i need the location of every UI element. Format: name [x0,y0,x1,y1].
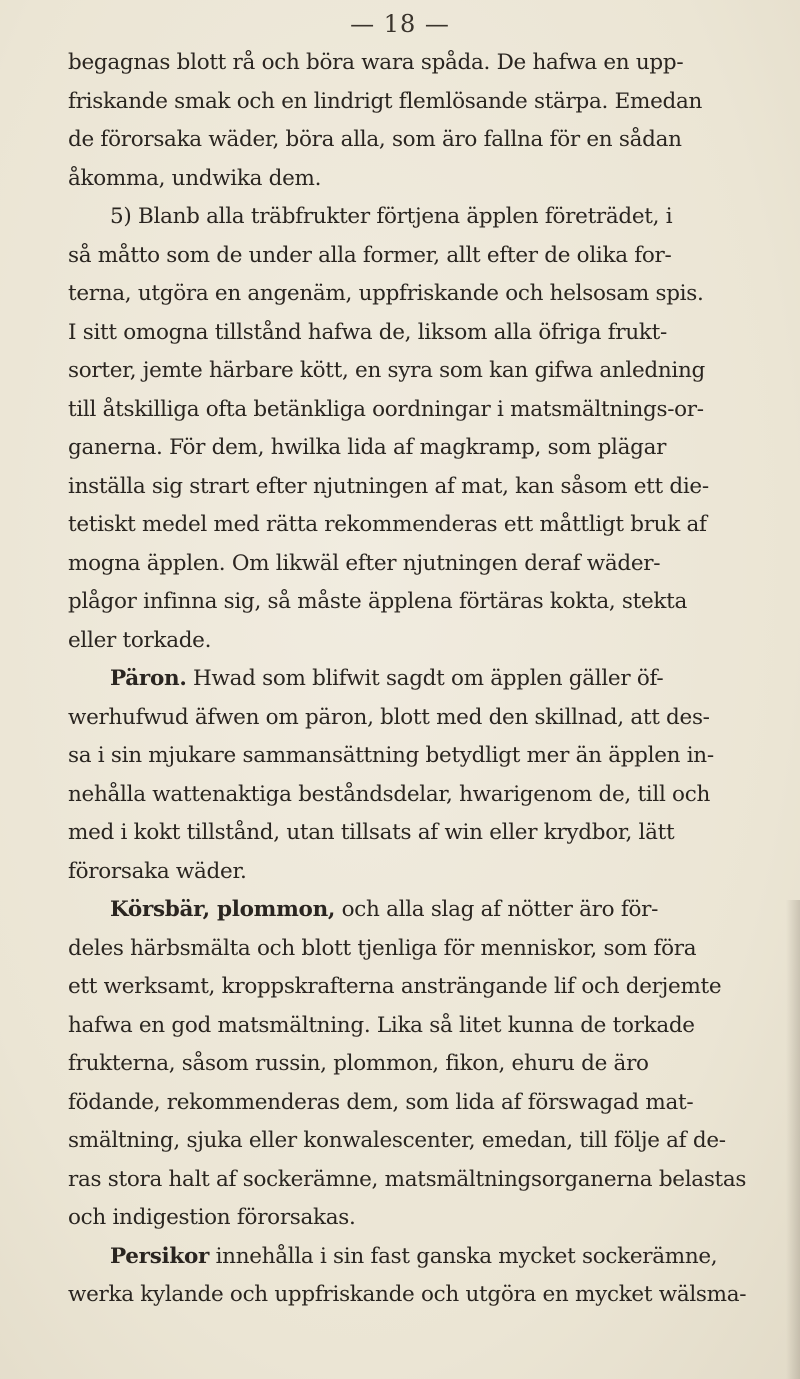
text-line: ras stora halt af sockerämne, matsmältningsorganerna belastas [68,1166,747,1192]
text-line: ett werksamt, kroppskrafterna ansträngande lif och derjemte [68,974,722,999]
text-line: Päron. Hwad som blifwit sagdt om äpplen gäller öf- [110,666,664,691]
section-heading: Körsbär, plommon, [110,897,336,922]
text-line: ganerna. För dem, hwilka lida af magkramp, som plägar [68,435,667,460]
text-line: deles härbsmälta och blott tjenliga för menniskor, som föra [68,935,697,961]
page-edge-shadow [786,900,800,1379]
text-line: hafwa en god matsmältning. Lika så litet kunna de torkade [68,1012,695,1038]
text-line: födande, rekommenderas dem, som lida af förswagad mat- [68,1089,694,1115]
text-line: med i kokt tillstånd, utan tillsats af win eller krydbor, lätt [68,820,675,845]
text-line: eller torkade. [68,627,212,653]
text-line: till åtskilliga ofta betänkliga oordningar i matsmältnings-or- [68,396,704,422]
text-line: begagnas blott rå och böra wara spåda. De hafwa en upp- [68,50,684,75]
text-line: frukterna, såsom russin, plommon, fikon, ehuru de äro [68,1051,649,1076]
section-heading: Päron. [110,666,187,691]
text-line: mogna äpplen. Om likwäl efter njutningen deraf wäder- [68,550,661,576]
text-line: förorsaka wäder. [68,858,247,884]
text-line: Körsbär, plommon, och alla slag af nötter äro för- [110,897,659,922]
text-line: nehålla wattenaktiga beståndsdelar, hwarigenom de, till och [68,781,710,807]
text-line: sa i sin mjukare sammansättning betydligt mer än äpplen in- [68,743,714,768]
text-line: 5) Blanb alla träbfrukter förtjena äpplen företrädet, i [110,204,673,229]
text-line: Persikor innehålla i sin fast ganska mycket sockerämne, [110,1243,718,1269]
text-line: I sitt omogna tillstånd hafwa de, liksom alla öfriga frukt- [68,319,667,345]
section-heading: Persikor [110,1243,210,1269]
text-line: de förorsaka wäder, böra alla, som äro fallna för en sådan [68,127,682,152]
text-line: friskande smak och en lindrigt flemlösande stärpa. Emedan [68,88,703,114]
text-line: werka kylande och uppfriskande och utgöra en mycket wälsma- [68,1282,747,1307]
text-line: och indigestion förorsakas. [68,1205,356,1230]
text-line: smältning, sjuka eller konwalescenter, emedan, till följe af de- [68,1128,726,1153]
text-line: werhufwud äfwen om päron, blott med den skillnad, att des- [68,704,710,730]
text-line: terna, utgöra en angenäm, uppfriskande och helsosam spis. [68,281,704,306]
body-text [68,44,768,1315]
text-line: plågor infinna sig, så måste äpplena förtäras kokta, stekta [68,589,687,614]
page-number: — 18 — [350,10,450,38]
text-line: så måtto som de under alla former, allt efter de olika for- [68,242,672,268]
text-line: åkomma, undwika dem. [68,165,322,191]
text-line: inställa sig strart efter njutningen af mat, kan såsom ett die- [68,473,709,499]
text-line: sorter, jemte härbare kött, en syra som kan gifwa anledning [68,358,706,383]
text-line: tetiskt medel med rätta rekommenderas ett måttligt bruk af [68,512,707,537]
